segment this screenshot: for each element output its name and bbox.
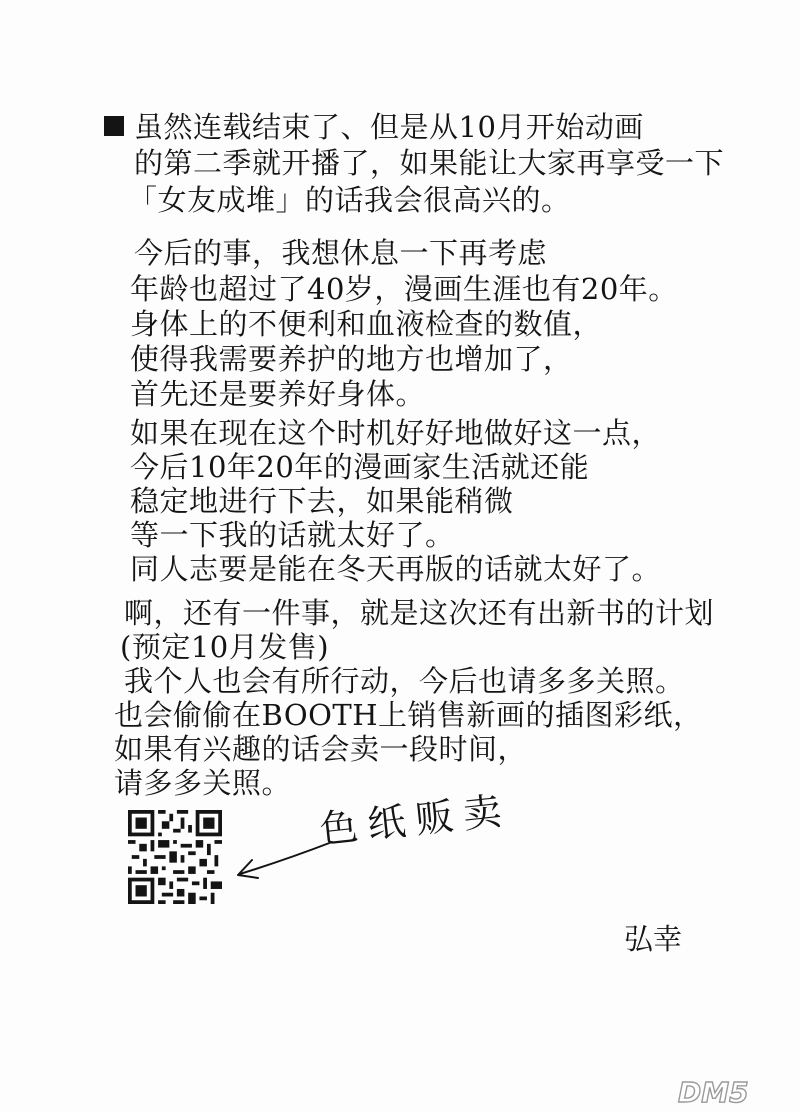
text-line: 今后10年20年的漫画家生活就还能 [130,450,590,484]
text-line: 我个人也会有所行动，今后也请多多关照。 [124,664,685,698]
text-line: 的第二季就开播了，如果能让大家再享受一下 [134,146,725,180]
text-line: 「女友成堆」的话我会很高兴的。 [128,183,571,217]
square-bullet-icon [104,116,124,136]
text-line: 首先还是要养好身体。 [130,377,426,411]
text-line: 今后的事，我想休息一下再考虑 [134,236,548,270]
text-line: 身体上的不便利和血液检查的数值， [130,307,603,341]
text-line: 等一下我的话就太好了。 [130,518,455,552]
handwritten-note: 色纸贩卖 [317,788,514,852]
text-line: (预定10月发售) [120,630,330,664]
qr-code-icon [128,810,222,904]
watermark-logo [676,1076,788,1108]
text-line: 请多多关照。 [114,766,292,800]
text-line: 啊，还有一件事，就是这次还有出新书的计划 [124,596,715,630]
text-line: 如果有兴趣的话会卖一段时间， [114,732,528,766]
text-line: 也会偷偷在BOOTH上销售新画的插图彩纸， [114,698,703,732]
text-line: 同人志要是能在冬天再版的话就太好了。 [130,552,662,586]
text-line: 使得我需要养护的地方也增加了， [130,342,573,376]
text-line: 年龄也超过了40岁，漫画生涯也有20年。 [130,272,678,306]
text-line: 稳定地进行下去，如果能稍微 [130,484,514,518]
watermark-logo-text: DM5 [678,1076,749,1108]
text-line: 如果在现在这个时机好好地做好这一点， [130,416,662,450]
text-line: 虽然连载结束了、但是从10月开始动画 [134,110,644,144]
author-signature: 弘幸 [624,922,683,956]
